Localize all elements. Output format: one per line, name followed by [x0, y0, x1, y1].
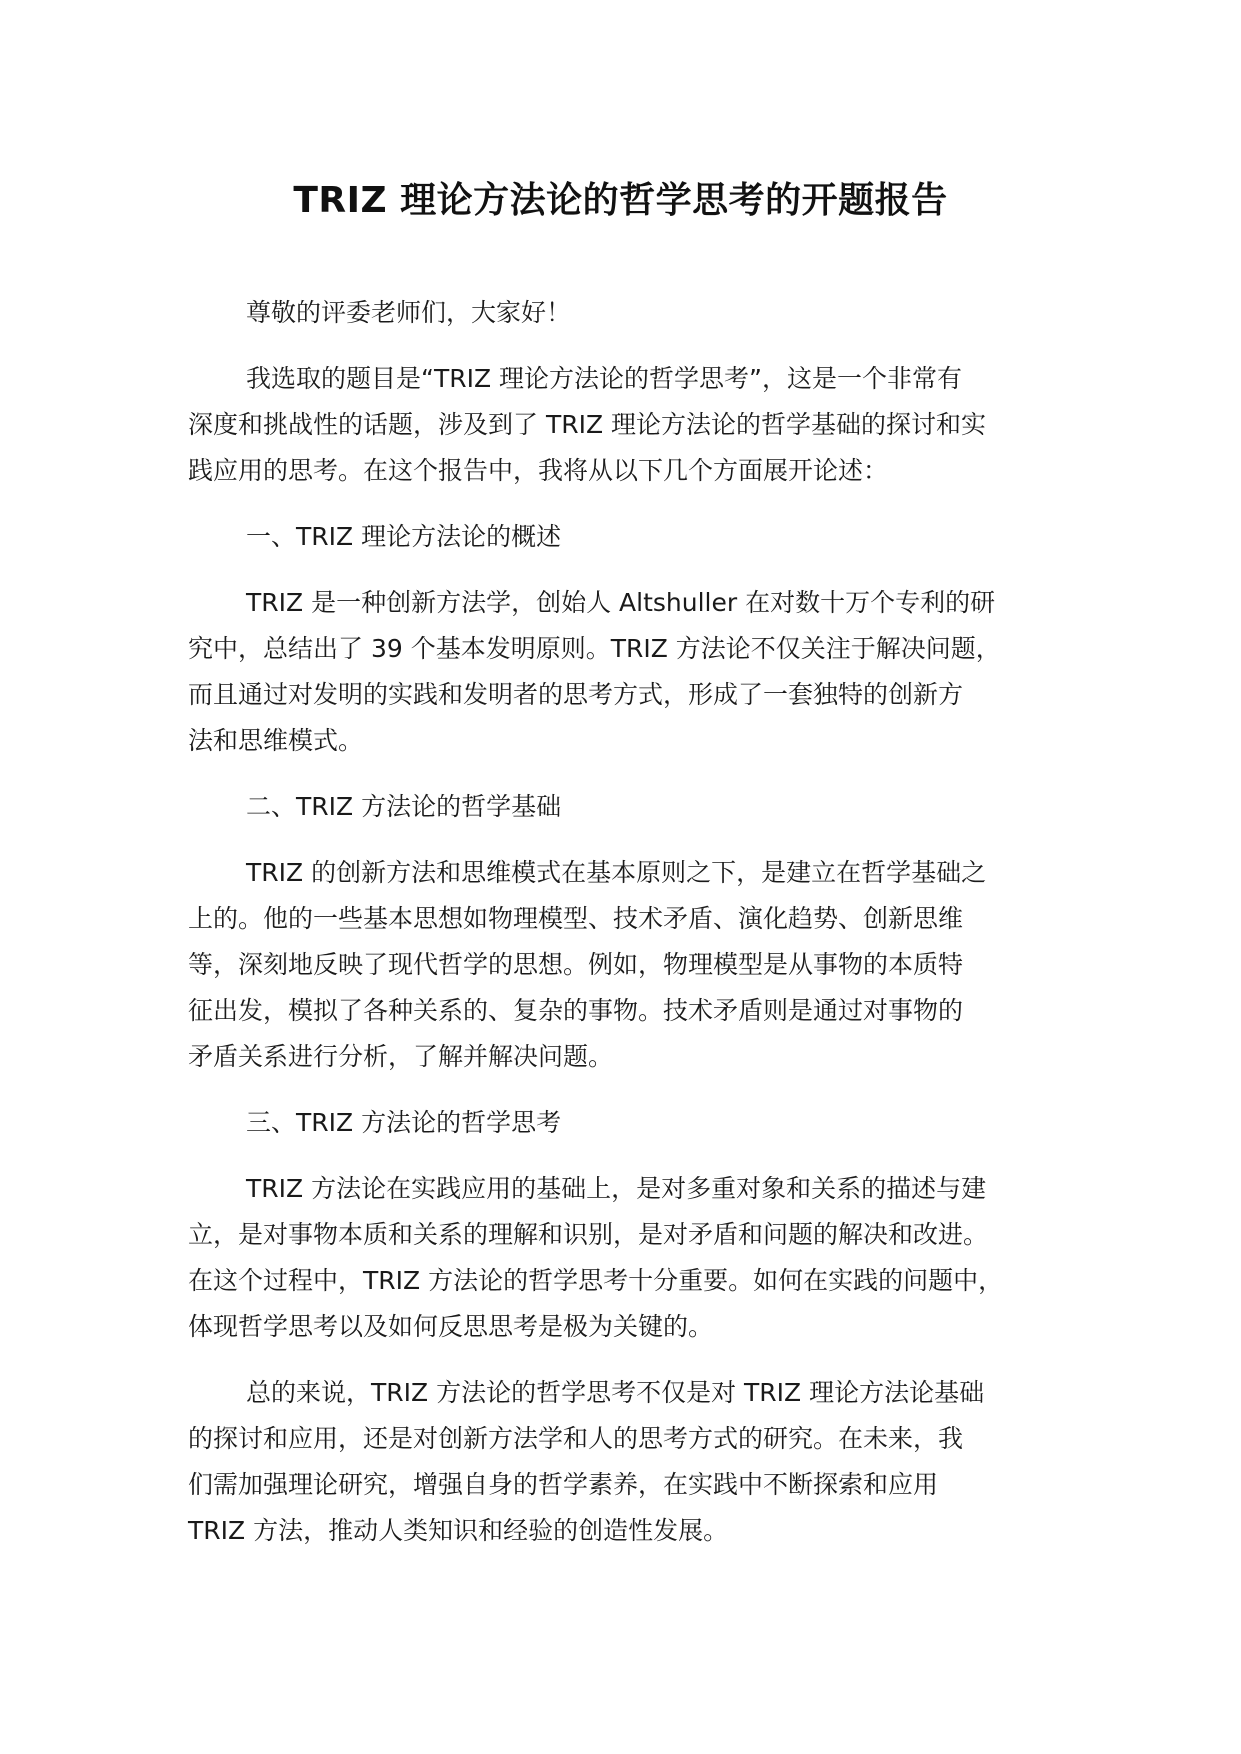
paragraph-overview [188, 580, 1078, 764]
text-line: 践应用的思考。在这个报告中，我将从以下几个方面展开论述： [188, 456, 889, 485]
text-line: 上的。他的一些基本思想如物理模型、技术矛盾、演化趋势、创新思维 [188, 904, 964, 933]
text-line: TRIZ 方法，推动人类知识和经验的创造性发展。 [188, 1516, 729, 1545]
paragraph-philosophical-basis [188, 850, 1078, 1080]
text-line: TRIZ 方法论在实践应用的基础上，是对多重对象和关系的描述与建 [246, 1174, 987, 1203]
text-line: TRIZ 的创新方法和思维模式在基本原则之下，是建立在哲学基础之 [246, 858, 987, 887]
paragraph-greeting [188, 290, 1078, 336]
text-line: 的探讨和应用，还是对创新方法学和人的思考方式的研究。在未来，我 [188, 1424, 964, 1453]
text-line: 究中，总结出了 39 个基本发明原则。TRIZ 方法论不仅关注于解决问题， [188, 634, 1001, 663]
document-title: TRIZ 理论方法论的哲学思考的开题报告 [293, 180, 948, 221]
paragraph-philosophical-thinking [188, 1166, 1078, 1350]
text-line: 立，是对事物本质和关系的理解和识别，是对矛盾和问题的解决和改进。 [188, 1220, 989, 1249]
text-line: 等，深刻地反映了现代哲学的思想。例如，物理模型是从事物的本质特 [188, 950, 964, 979]
text-line: 总的来说，TRIZ 方法论的哲学思考不仅是对 TRIZ 理论方法论基础 [246, 1378, 985, 1407]
text-line: 体现哲学思考以及如何反思思考是极为关键的。 [188, 1312, 714, 1341]
text-line: 三、TRIZ 方法论的哲学思考 [246, 1108, 562, 1137]
text-line: 一、TRIZ 理论方法论的概述 [246, 522, 562, 551]
text-line: 深度和挑战性的话题，涉及到了 TRIZ 理论方法论的哲学基础的探讨和实 [188, 410, 987, 439]
text-line: 们需加强理论研究，增强自身的哲学素养，在实践中不断探索和应用 [188, 1470, 939, 1499]
document-body [188, 290, 1078, 1574]
section-heading-1 [188, 514, 1078, 560]
text-line: 征出发，模拟了各种关系的、复杂的事物。技术矛盾则是通过对事物的 [188, 996, 964, 1025]
text-line: 尊敬的评委老师们，大家好！ [246, 298, 572, 327]
text-line: 我选取的题目是“TRIZ 理论方法论的哲学思考”，这是一个非常有 [246, 364, 962, 393]
text-line: 而且通过对发明的实践和发明者的思考方式，形成了一套独特的创新方 [188, 680, 964, 709]
text-line: 在这个过程中，TRIZ 方法论的哲学思考十分重要。如何在实践的问题中， [188, 1266, 1004, 1295]
text-line: 矛盾关系进行分析，了解并解决问题。 [188, 1042, 614, 1071]
text-line: 二、TRIZ 方法论的哲学基础 [246, 792, 562, 821]
section-heading-2 [188, 784, 1078, 830]
text-line: 法和思维模式。 [188, 726, 364, 755]
text-line: TRIZ 是一种创新方法学，创始人 Altshuller 在对数十万个专利的研 [246, 588, 996, 617]
paragraph-intro [188, 356, 1078, 494]
paragraph-conclusion [188, 1370, 1078, 1554]
section-heading-3 [188, 1100, 1078, 1146]
